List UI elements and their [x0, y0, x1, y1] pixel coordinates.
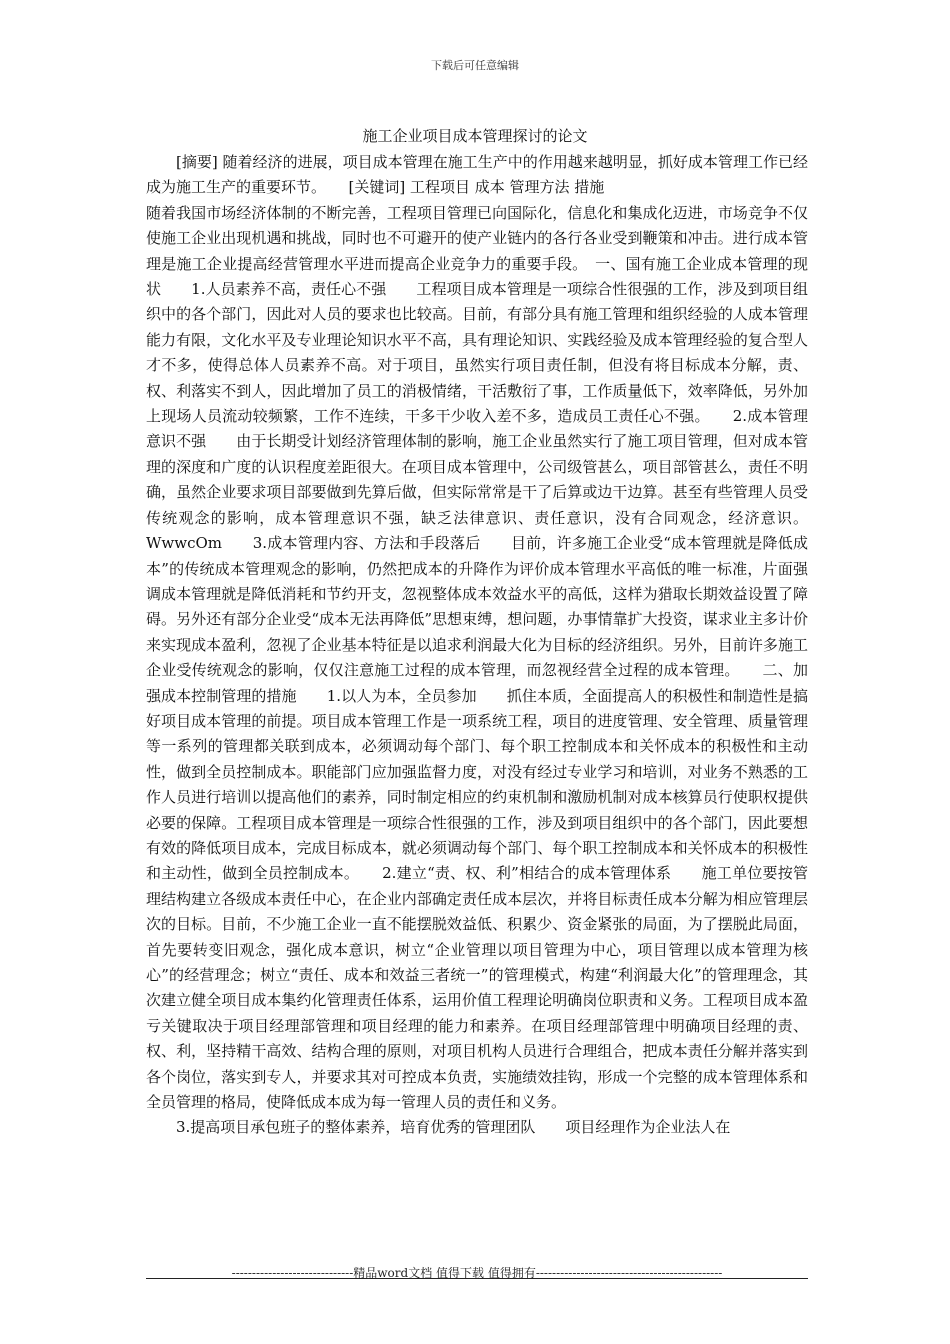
document-body [146, 150, 808, 1141]
footer-note: ------------------------------精品word文档 值得下载 值得拥有---------------------------------------------- [231, 1266, 723, 1280]
document-title: 施工企业项目成本管理探讨的论文 [362, 127, 588, 145]
body-paragraph-continued: 3.提高项目承包班子的整体素养，培育优秀的管理团队 项目经理作为企业法人在 [176, 1118, 731, 1137]
body-paragraph: 随着我国市场经济体制的不断完善，工程项目管理已向国际化，信息化和集成化迈进，市场竞争不仅使施工企业出现机遇和挑战，同时也不可避开的使产业链内的各行各业受到鞭策和冲击。进行成本管理是施工企业提高经营管理水平进而提高企业竞争力的重要手段。 一、国有施工企业成本管理的现状 1.人员素养不高，责任心不强 工程项目成本管理是一项综合性很强的工作，涉及到项目组织中的各个部门，因此对人员的要求也比较高。目前，有部分具有施工管理和组织经验的人成本管理能力有限，文化水平及专业理论知识水平不高，具有理论知识、实践经验及成本管理经验的复合型人才不多，使得总体人员素养不高。对于项目，虽然实行项目责任制，但没有将目标成本分解，责、权、利落实不到人，因此增加了员工的消极情绪，干活敷衍了事，工作质量低下，效率降低，另外加上现场人员流动较频繁，工作不连续，干多干少收入差不多，造成员工责任心不强。 2.成本管理意识不强 由于长期受计划经济管理体制的影响，施工企业虽然实行了施工项目管理，但对成本管理的深度和广度的认识程度差距很大。在项目成本管理中，公司级管甚么，项目部管甚么，责任不明确，虽然企业要求项目部要做到先算后做，但实际常常是干了后算或边干边算。甚至有些管理人员受传统观念的影响，成本管理意识不强，缺乏法律意识、责任意识，没有合同观念，经济意识。WwwcOm 3.成本管理内容、方法和手段落后 目前，许多施工企业受“成本管理就是降低成本”的传统成本管理观念的影响，仍然把成本的升降作为评价成本管理水平高低的唯一标准，片面强调成本管理就是降低消耗和节约开支，忽视整体成本效益水平的高低，这样为猎取长期效益设置了障碍。另外还有部分企业受“成本无法再降低”思想束缚，想问题，办事情靠扩大投资，谋求业主多计价来实现成本盈利，忽视了企业基本特征是以追求利润最大化为目标的经济组织。另外，目前许多施工企业受传统观念的影响，仅仅注意施工过程的成本管理，而忽视经营全过程的成本管理。 二、加强成本控制管理的措施 1.以人为本，全员参加 抓住本质，全面提高人的积极性和制造性是搞好项目成本管理的前提。项目成本管理工作是一项系统工程，项目的进度管理、安全管理、质量管理等一系列的管理都关联到成本，必须调动每个部门、每个职工控制成本和关怀成本的积极性和主动性，做到全员控制成本。职能部门应加强监督力度，对没有经过专业学习和培训，对业务不熟悉的工作人员进行培训以提高他们的素养，同时制定相应的约束机制和激励机制对成本核算员行使职权提供必要的保障。工程项目成本管理是一项综合性很强的工作，涉及到项目组织中的各个部门，因此要想有效的降低项目成本，完成目标成本，就必须调动每个部门、每个职工控制成本和关怀成本的积极性和主动性，做到全员控制成本。 2.建立“责、权、利”相结合的成本管理体系 施工单位要按管理结构建立各级成本责任中心，在企业内部确定责任成本层次，并将目标责任成本分解为相应管理层次的目标。目前，不少施工企业一直不能摆脱效益低、积累少、资金紧张的局面，为了摆脱此局面，首先要转变旧观念，强化成本意识，树立“企业管理以项目管理为中心，项目管理以成本管理为核心”的经营理念；树立“责任、成本和效益三者统一”的管理模式，构建“利润最大化”的管理理念，其次建立健全项目成本集约化管理责任体系，运用价值工程理论明确岗位职责和义务。工程项目成本盈亏关键取决于项目经理部管理和项目经理的能力和素养。在项目经理部管理中明确项目经理的责、权、利，坚持精干高效、结构合理的原则，对项目机构人员进行合理组合，把成本责任分解并落实到各个岗位，落实到专人，并要求其对可控成本负责，实施绩效挂钩，形成一个完整的成本管理体系和全员管理的格局，使降低成本成为每一管理人员的责任和义务。 [146, 203, 808, 1112]
header-note: 下载后可任意编辑 [431, 59, 519, 72]
abstract-paragraph: [摘要] 随着经济的进展，项目成本管理在施工生产中的作用越来越明显，抓好成本管理工作已经成为施工生产的重要环节。 [关键词] 工程项目 成本 管理方法 措施 [146, 153, 808, 197]
